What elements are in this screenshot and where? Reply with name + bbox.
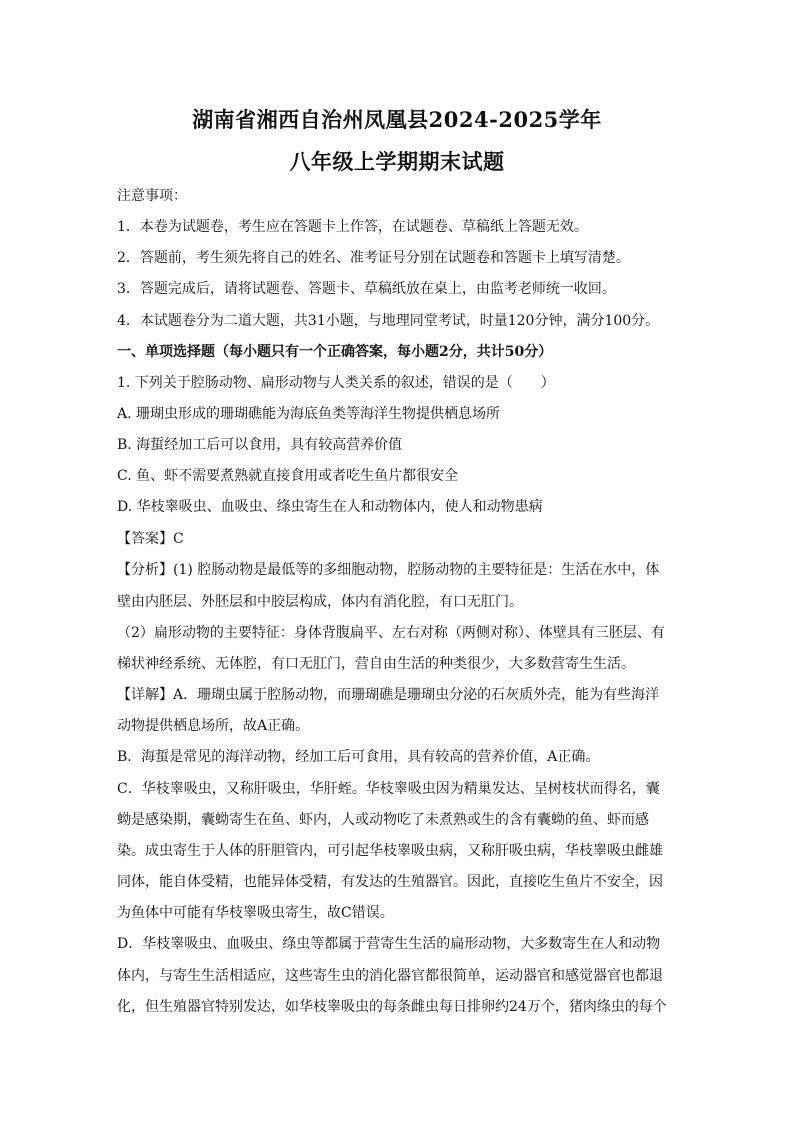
option-a: A. 珊瑚虫形成的珊瑚礁能为海底鱼类等海洋生物提供栖息场所 [117,406,501,422]
notice-item: 4．本试题卷分为二道大题，共31小题，与地理同堂考试，时量120分钟，满分100分。 [117,313,660,329]
detail-line: 蚴是感染期，囊蚴寄生在鱼、虾内，人或动物吃了未煮熟或生的含有囊蚴的鱼、虾而感 [117,812,649,828]
analysis-line: 【分析】(1) 腔肠动物是最低等的多细胞动物，腔肠动物的主要特征是：生活在水中，体 [117,562,660,578]
notice-item: 3．答题完成后，请将试题卷、答题卡、草稿纸放在桌上，由监考老师统一收回。 [117,281,616,297]
notice-item: 2．答题前，考生须先将自己的姓名、准考证号分别在试题卷和答题卡上填写清楚。 [117,250,630,266]
detail-line: 染。成虫寄生于人体的肝胆管内，可引起华枝睾吸虫病，又称肝吸虫病，华枝睾吸虫雌雄 [117,843,663,859]
detail-line: D．华枝睾吸虫、血吸虫、绦虫等都属于营寄生生活的扁形动物，大多数寄生在人和动物 [117,936,661,952]
analysis-line: 梯状神经系统、无体腔，有口无肛门，营自由生活的种类很少，大多数营寄生生活。 [117,656,635,672]
notice-heading: 注意事项： [117,188,187,204]
detail-line: 动物提供栖息场所，故A正确。 [117,718,310,734]
answer: 【答案】C [117,531,184,547]
detail-line: 体内，与寄生生活相适应，这些寄生虫的消化器官都很简单，运动器官和感觉器官也都退 [117,968,663,984]
detail-line: 化，但生殖器官特别发达，如华枝睾吸虫的每条雌虫每日排卵约24万个，猪肉绦虫的每个 [117,999,667,1015]
detail-line: 同体，能自体受精，也能异体受精，有发达的生殖器官。因此，直接吃生鱼片不安全，因 [117,874,663,890]
detail-line: B．海蜇是常见的海洋动物，经加工后可食用，具有较高的营养价值，A正确。 [117,749,600,765]
document-title-line2: 八年级上学期期末试题 [289,149,505,174]
analysis-line: （2）扁形动物的主要特征：身体背腹扁平、左右对称（两侧对称）、体壁具有三胚层、有 [117,625,665,641]
detail-line: C．华枝睾吸虫，又称肝吸虫，华肝蛭。华枝睾吸虫因为精巢发达、呈树枝状而得名，囊 [117,781,660,797]
document-title-line1: 湖南省湘西自治州凤凰县2024-2025学年 [192,107,602,132]
notice-item: 1．本卷为试题卷，考生应在答题卡上作答，在试题卷、草稿纸上答题无效。 [117,219,588,235]
question-stem: 1. 下列关于腔肠动物、扁形动物与人类关系的叙述，错误的是（ ） [117,375,555,391]
option-c: C. 鱼、虾不需要煮熟就直接食用或者吃生鱼片都很安全 [117,468,459,484]
option-d: D. 华枝睾吸虫、血吸虫、绦虫寄生在人和动物体内，使人和动物患病 [117,499,543,515]
detail-line: 【详解】A．珊瑚虫属于腔肠动物，而珊瑚礁是珊瑚虫分泌的石灰质外壳，能为有些海洋 [117,687,660,703]
detail-line: 为鱼体中可能有华枝睾吸虫寄生，故C错误。 [117,905,394,921]
analysis-line: 壁由内胚层、外胚层和中胶层构成，体内有消化腔，有口无肛门。 [117,594,523,610]
option-b: B. 海蜇经加工后可以食用，具有较高营养价值 [117,437,403,453]
section-heading: 一、单项选择题（每小题只有一个正确答案，每小题2分，共计50分） [117,344,553,360]
